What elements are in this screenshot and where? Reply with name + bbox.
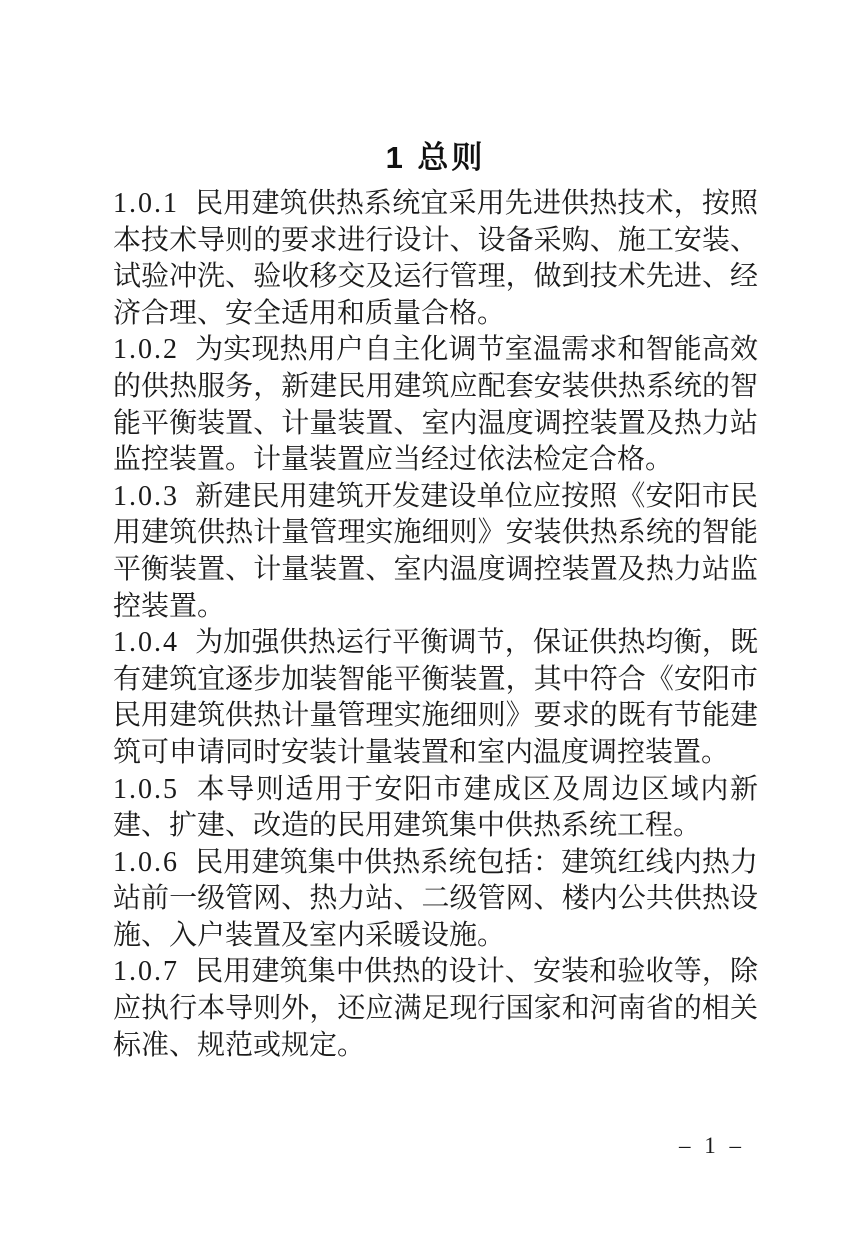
clause-text: 为加强供热运行平衡调节，保证供热均衡，既有建筑宜逐步加装智能平衡装置，其中符合《安阳市民用建筑供热计量管理实施细则》要求的既有节能建筑可申请同时安装计量装置和室内温度调控装置。 bbox=[113, 627, 758, 768]
clause-paragraph bbox=[113, 772, 758, 845]
clause-number: 1.0.6 bbox=[113, 846, 179, 878]
clause-number: 1.0.3 bbox=[113, 480, 179, 512]
clause-number: 1.0.1 bbox=[113, 188, 179, 219]
clause-text: 民用建筑集中供热系统包括：建筑红线内热力站前一级管网、热力站、二级管网、楼内公共供热设施、入户装置及室内采暖设施。 bbox=[113, 846, 758, 951]
clause-number: 1.0.5 bbox=[113, 773, 179, 805]
chapter-title: 1 总则 bbox=[385, 140, 486, 175]
clause-number: 1.0.7 bbox=[113, 956, 179, 988]
clause-number: 1.0.4 bbox=[113, 627, 179, 659]
clause-text: 新建民用建筑开发建设单位应按照《安阳市民用建筑供热计量管理实施细则》安装供热系统的智能平衡装置、计量装置、室内温度调控装置及热力站监控装置。 bbox=[113, 480, 758, 622]
clause-paragraph bbox=[113, 954, 758, 1064]
clause-text: 本导则适用于安阳市建成区及周边区域内新建、扩建、改造的民用建筑集中供热系统工程。 bbox=[113, 773, 758, 842]
clause-paragraph bbox=[113, 186, 758, 332]
clause-paragraph bbox=[113, 479, 758, 625]
clause-text: 民用建筑供热系统宜采用先进供热技术，按照本技术导则的要求进行设计、设备采购、施工安装、试验冲洗、验收移交及运行管理，做到技术先进、经济合理、安全适用和质量合格。 bbox=[113, 188, 758, 329]
clause-paragraph bbox=[113, 625, 758, 771]
clause-text: 民用建筑集中供热的设计、安装和验收等，除应执行本导则外，还应满足现行国家和河南省的相关标准、规范或规定。 bbox=[113, 956, 758, 1061]
clause-text: 为实现热用户自主化调节室温需求和智能高效的供热服务，新建民用建筑应配套安装供热系统的智能平衡装置、计量装置、室内温度调控装置及热力站监控装置。计量装置应当经过依法检定合格。 bbox=[113, 334, 758, 476]
clause-paragraph bbox=[113, 332, 758, 478]
document-body bbox=[113, 186, 758, 1064]
document-content bbox=[113, 141, 758, 1064]
page-number: – 1 – bbox=[679, 1133, 745, 1158]
clause-number: 1.0.2 bbox=[113, 334, 179, 366]
clause-paragraph bbox=[113, 845, 758, 955]
